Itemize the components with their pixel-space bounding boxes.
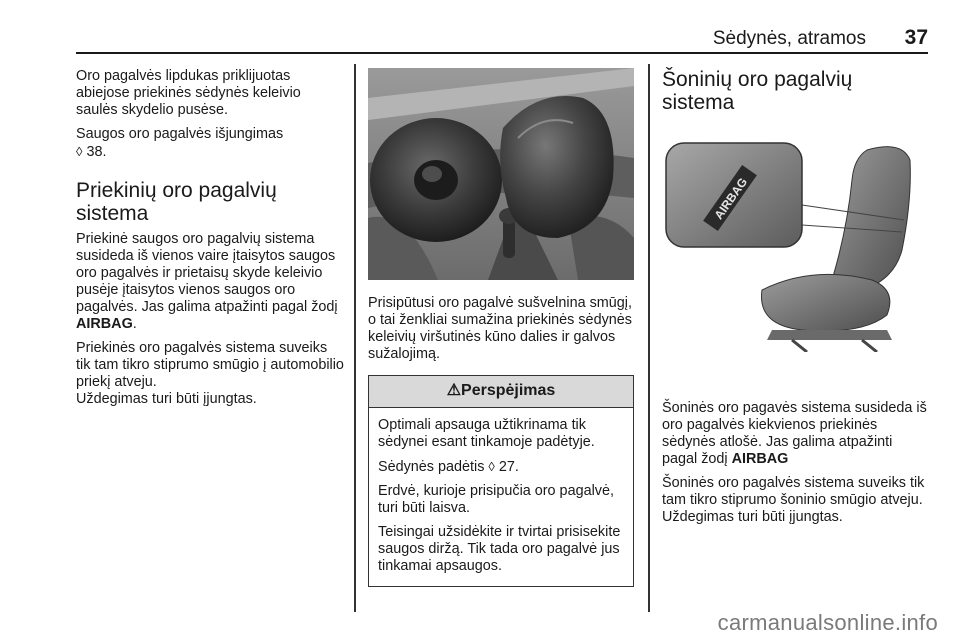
airbag-keyword: AIRBAG bbox=[731, 451, 789, 467]
side-airbag-text: Šoninės oro pagavės sistema susideda iš oro pagalvės kiekvienos priekinės sėdynės atlošė. Jas galima atpažinti pagal žodį bbox=[662, 400, 927, 467]
airbag-keyword: AIRBAG bbox=[76, 316, 133, 332]
front-airbag-illustration bbox=[368, 68, 634, 280]
page-number: 37 bbox=[904, 26, 928, 49]
airbag-label-text: AIRBAG bbox=[711, 175, 751, 222]
watermark-text: carmanualsonline.info bbox=[717, 610, 938, 635]
middle-column bbox=[368, 68, 634, 587]
header-rule bbox=[76, 52, 928, 54]
warning-box bbox=[368, 375, 634, 587]
warning-paragraph-2 bbox=[378, 458, 624, 476]
warning-body bbox=[369, 408, 633, 586]
warning-paragraph-3: Erdvė, kurioje prisipučia oro pagalvė, turi būti laisva. bbox=[378, 483, 614, 516]
side-airbag-heading: Šoninių oro pagalvių sistema bbox=[662, 68, 853, 114]
ignition-text: Uždegimas turi būti įjungtas. bbox=[76, 391, 257, 407]
side-airbag-trigger: Šoninės oro pagalvės sistema suveiks tik tam tikro stiprumo šoninio smūgio atveju. Uždegimas turi būti įjungtas. bbox=[662, 475, 925, 525]
section-title: Sėdynės, atramos bbox=[712, 28, 866, 49]
sticker-paragraph: Oro pagalvės lipdukas priklijuotas abiejose priekinės sėdynės keleivio saulės skydelio pusėse. bbox=[76, 68, 301, 118]
deactivation-paragraph bbox=[76, 126, 344, 161]
front-airbag-description bbox=[76, 231, 344, 333]
trigger-text: Priekinės oro pagalvės sistema suveiks tik tam tikro stiprumo smūgio į automobilio priekį atveju. bbox=[76, 340, 344, 390]
page-header bbox=[76, 24, 928, 50]
front-airbag-trigger bbox=[76, 340, 344, 408]
deactivation-page-link[interactable]: 38. bbox=[86, 144, 107, 160]
right-column bbox=[662, 68, 930, 533]
deactivation-text: Saugos oro pagalvės išjungimas bbox=[76, 126, 284, 142]
seat-with-airbag-label-drawing bbox=[662, 140, 930, 352]
reference-arrow-icon: ◊ bbox=[488, 459, 495, 474]
warning-title: Perspėjimas bbox=[461, 382, 556, 399]
sentence-end: . bbox=[132, 316, 137, 332]
front-airbag-text: Priekinė saugos oro pagalvių sistema susideda iš vienos vaire įtaisytos saugos oro pagalvės ir prietaisų skyde keleivio pusėje įtaisytos vienos saugos oro pagalvės. Jas galima atpažinti pagal žodį bbox=[76, 231, 338, 315]
reference-arrow-icon: ◊ bbox=[76, 144, 83, 159]
warning-paragraph-4: Teisingai užsidėkite ir tvirtai prisisekite saugos diržą. Tik tada oro pagalvė jus tinkamai apsaugos. bbox=[378, 524, 621, 574]
seat-position-text: Sėdynės padėtis bbox=[378, 459, 485, 475]
left-column bbox=[76, 68, 344, 415]
side-airbag-description bbox=[662, 400, 930, 468]
warning-triangle-icon: ⚠ bbox=[446, 382, 462, 399]
deployed-airbags-drawing bbox=[368, 68, 634, 280]
warning-header bbox=[369, 376, 633, 408]
seat-position-page-link[interactable]: 27. bbox=[498, 459, 519, 475]
airbag-caption: Prisipūtusi oro pagalvė sušvelnina smūgį, o tai ženkliai sumažina priekinės sėdynės keleivių viršutinės kūno dalies ir galvos sužalojimą. bbox=[368, 295, 632, 362]
side-airbag-illustration bbox=[662, 140, 930, 352]
warning-paragraph-1: Optimali apsauga užtikrinama tik sėdynei esant tinkamoje padėtyje. bbox=[378, 417, 595, 450]
column-divider-right bbox=[648, 64, 650, 612]
front-airbag-heading: Priekinių oro pagalvių sistema bbox=[76, 179, 277, 225]
column-divider-left bbox=[354, 64, 356, 612]
